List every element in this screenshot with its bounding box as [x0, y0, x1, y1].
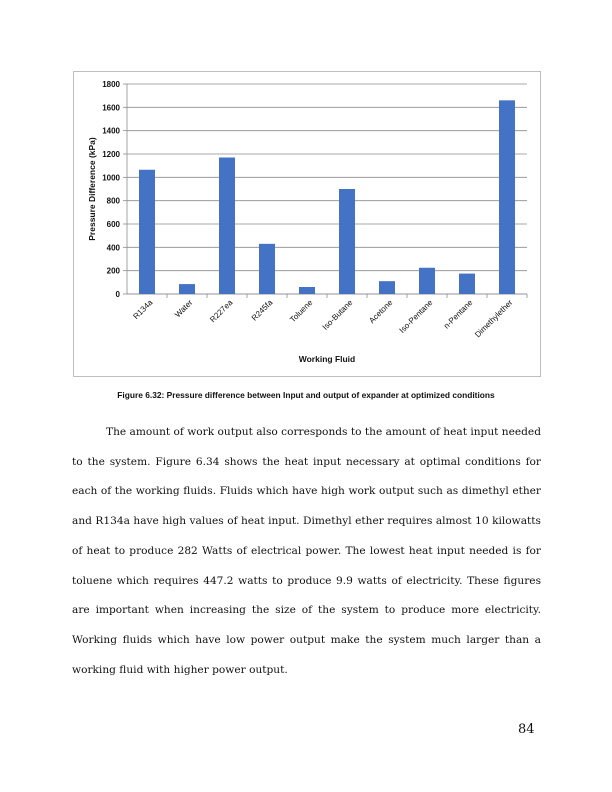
x-tick-label: Iso-Pentane: [397, 298, 435, 335]
y-tick-label: 1000: [102, 173, 120, 183]
x-tick-label: Dimethylether: [473, 298, 515, 340]
bar: [179, 284, 195, 294]
x-tick-label: Acetone: [367, 298, 395, 326]
x-tick-label: Water: [173, 298, 195, 320]
x-tick-label: Toluene: [288, 298, 315, 325]
y-tick-label: 1400: [102, 126, 120, 136]
x-axis-label: Working Fluid: [298, 354, 356, 364]
bar: [459, 274, 475, 294]
chart-container: [73, 71, 541, 377]
y-tick-label: 1600: [102, 103, 120, 113]
y-tick-label: 800: [106, 196, 120, 206]
x-tick-label: Iso-Butane: [320, 298, 355, 332]
x-tick-label: n-Pentane: [441, 298, 475, 331]
bar: [499, 100, 515, 294]
bar: [299, 287, 315, 294]
x-tick-label: R245fa: [249, 298, 275, 323]
bar-chart: [74, 72, 542, 378]
bar: [139, 170, 155, 294]
figure-caption: Figure 6.32: Pressure difference between Input and output of expander at optimized conditions: [117, 390, 495, 400]
y-tick-label: 1800: [102, 80, 120, 89]
bar: [219, 158, 235, 295]
bar: [379, 281, 395, 294]
page-number: 84: [518, 722, 535, 737]
bar: [259, 244, 275, 294]
y-tick-label: 600: [106, 220, 120, 229]
x-tick-label: R134a: [131, 298, 155, 322]
y-tick-label: 1200: [102, 150, 120, 159]
y-tick-label: 200: [106, 266, 120, 276]
x-tick-label: R227ea: [208, 298, 235, 325]
y-tick-label: 400: [106, 243, 120, 253]
y-tick-label: 0: [115, 290, 120, 299]
bar: [419, 268, 435, 294]
body-paragraph: The amount of work output also corresponds to the amount of heat input needed to the system. Figure 6.34 shows the heat input necessary at optimal conditions for each of the working fluids. Fluids which have high work output such as dimethyl ether and R134a have high values of heat input. Dimethyl ether requires almost 10 kilowatts of heat to produce 282 Watts of electrical power. The lowest heat input needed is for toluene which requires 447.2 watts to produce 9.9 watts of electricity. These figures are important when increasing the size of the system to produce more electricity. Working fluids which have low power output make the system much larger than a working fluid with higher power output.: [72, 426, 541, 676]
y-axis-label: Pressure Difference (kPa): [87, 137, 97, 241]
bar: [339, 189, 355, 294]
